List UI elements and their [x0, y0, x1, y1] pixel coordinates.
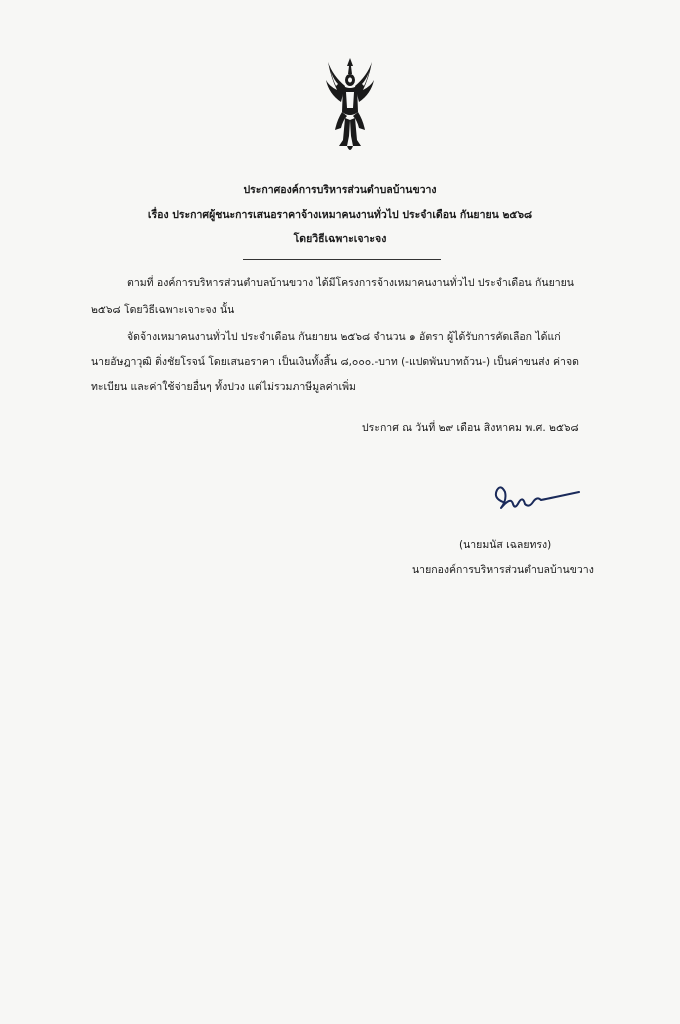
- paragraph-1-line-1: ตามที่ องค์การบริหารส่วนตำบลบ้านขวาง ได้มีโครงการจ้างเหมาคนงานทั่วไป ประจำเดือน กันยายน: [127, 277, 574, 289]
- announcement-subject: เรื่อง ประกาศผู้ชนะการเสนอราคาจ้างเหมาคนงานทั่วไป ประจำเดือน กันยายน ๒๕๖๘: [147, 209, 533, 221]
- paragraph-1-line-2: ๒๕๖๘ โดยวิธีเฉพาะเจาะจง นั้น: [91, 304, 235, 316]
- paragraph-2-line-2: นายอัษฎาวุฒิ ติ่งชัยโรจน์ โดยเสนอราคา เป็นเงินทั้งสิ้น ๘,๐๐๐.-บาท (-แปดพันบาทถ้วน-) เป็นค่าขนส่ง ค่าจด: [91, 356, 579, 368]
- paragraph-2-line-1: จัดจ้างเหมาคนงานทั่วไป ประจำเดือน กันยายน ๒๕๖๘ จำนวน ๑ อัตรา ผู้ได้รับการคัดเลือก ได้แก่: [127, 331, 561, 343]
- handwritten-signature: [489, 482, 581, 516]
- garuda-emblem-icon: [325, 56, 375, 156]
- title-divider: [243, 259, 441, 260]
- announcement-date: ประกาศ ณ วันที่ ๒๙ เดือน สิงหาคม พ.ศ. ๒๕๖๘: [362, 422, 579, 434]
- announcement-method: โดยวิธีเฉพาะเจาะจง: [293, 233, 387, 245]
- signer-name: (นายมนัส เฉลยทรง): [459, 539, 552, 551]
- signer-position: นายกองค์การบริหารส่วนตำบลบ้านขวาง: [412, 564, 594, 576]
- announcement-org-title: ประกาศองค์การบริหารส่วนตำบลบ้านขวาง: [243, 184, 437, 196]
- paragraph-2-line-3: ทะเบียน และค่าใช้จ่ายอื่นๆ ทั้งปวง แต่ไม่รวมภาษีมูลค่าเพิ่ม: [91, 381, 356, 393]
